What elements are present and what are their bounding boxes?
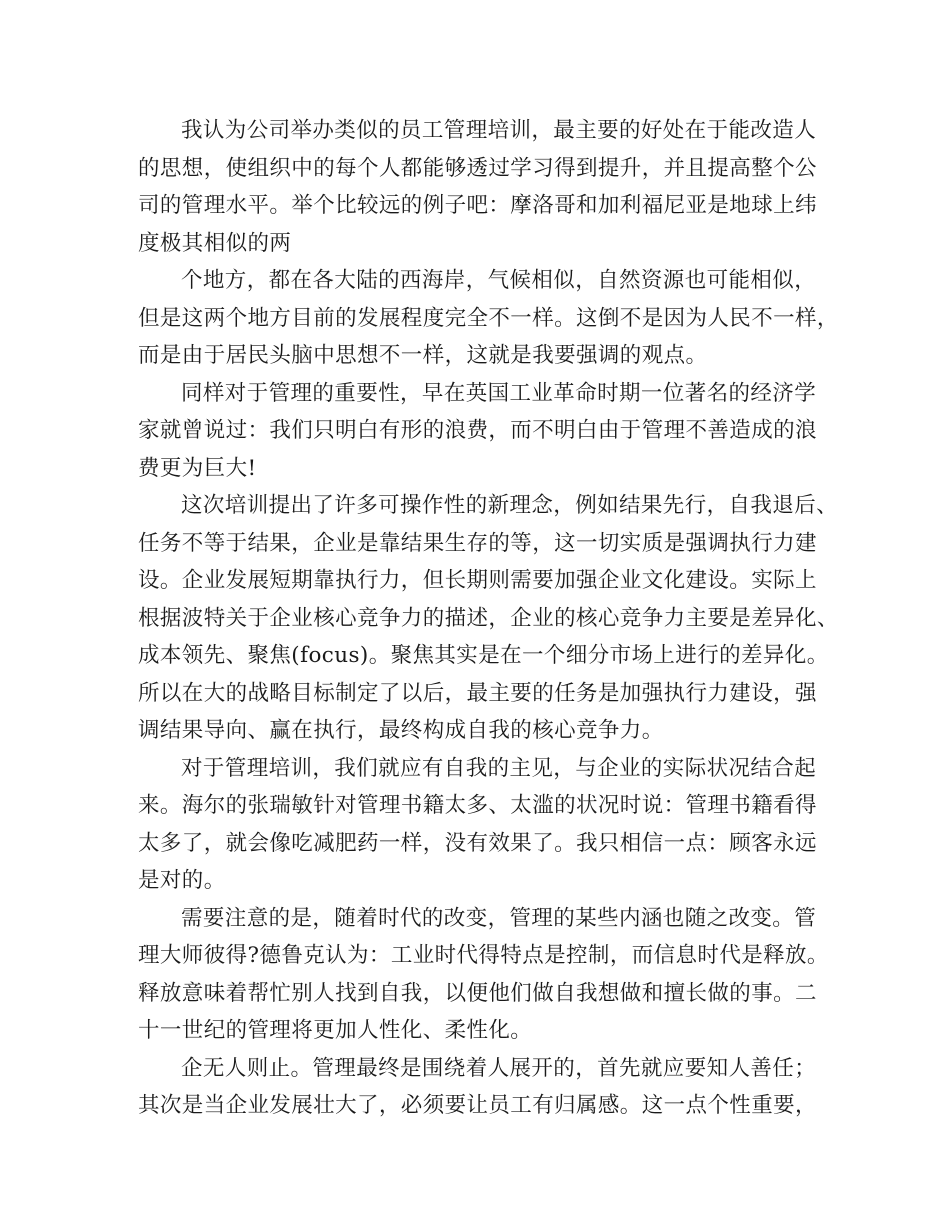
text-line: 而是由于居民头脑中思想不一样，这就是我要强调的观点。 xyxy=(138,343,708,368)
text-line: 来。海尔的张瑞敏针对管理书籍太多、太滥的状况时说：管理书籍看得 xyxy=(138,793,817,818)
document-body xyxy=(138,112,839,1125)
text-line: 费更为巨大! xyxy=(138,455,257,481)
text-line: 太多了，就会像吃减肥药一样，没有效果了。我只相信一点：顾客永远 xyxy=(138,830,817,856)
text-line: 度极其相似的两 xyxy=(138,230,292,256)
text-line: 根据波特关于企业核心竞争力的描述，企业的核心竞争力主要是差异化、 xyxy=(138,605,839,631)
text-line: 成本领先、聚焦(focus)。聚焦其实是在一个细分市场上进行的差异化。 xyxy=(138,643,829,668)
text-line: 对于管理培训，我们就应有自我的主见，与企业的实际状况结合起 xyxy=(181,755,817,781)
text-line: 是对的。 xyxy=(138,868,226,893)
paragraph xyxy=(138,750,822,900)
text-line: 我认为公司举办类似的员工管理培训，最主要的好处在于能改造人 xyxy=(181,118,817,143)
text-line: 所以在大的战略目标制定了以后，最主要的任务是加强执行力建设，强 xyxy=(138,680,817,706)
text-line: 需要注意的是，随着时代的改变，管理的某些内涵也随之改变。管 xyxy=(181,905,817,931)
text-line: 家就曾说过：我们只明白有形的浪费，而不明白由于管理不善造成的浪 xyxy=(138,418,817,443)
paragraph xyxy=(138,262,839,375)
text-line: 十一世纪的管理将更加人性化、柔性化。 xyxy=(138,1018,533,1043)
text-line: 这次培训提出了许多可操作性的新理念，例如结果先行，自我退后、 xyxy=(181,493,839,518)
text-line: 但是这两个地方目前的发展程度完全不一样。这倒不是因为人民不一样， xyxy=(138,305,839,331)
text-line: 个地方，都在各大陆的西海岸，气候相似，自然资源也可能相似， xyxy=(181,268,817,293)
paragraph xyxy=(138,900,829,1050)
text-line: 司的管理水平。举个比较远的例子吧：摩洛哥和加利福尼亚是地球上纬 xyxy=(138,193,817,218)
paragraph xyxy=(138,487,839,750)
paragraph xyxy=(138,112,822,262)
paragraph xyxy=(138,375,822,488)
text-line: 其次是当企业发展壮大了，必须要让员工有归属感。这一点个性重要， xyxy=(138,1093,817,1118)
text-line: 同样对于管理的重要性，早在英国工业革命时期一位著名的经济学 xyxy=(181,380,817,406)
text-line: 任务不等于结果，企业是靠结果生存的等，这一切实质是强调执行力建 xyxy=(138,530,817,556)
text-line: 调结果导向、赢在执行，最终构成自我的核心竞争力。 xyxy=(138,718,664,743)
text-line: 释放意味着帮忙别人找到自我，以便他们做自我想做和擅长做的事。二 xyxy=(138,980,817,1006)
text-line: 企无人则止。管理最终是围绕着人展开的，首先就应要知人善任； xyxy=(181,1055,817,1081)
text-line: 理大师彼得?德鲁克认为：工业时代得特点是控制，而信息时代是释放。 xyxy=(138,943,829,968)
paragraph xyxy=(138,1050,822,1125)
text-line: 的思想，使组织中的每个人都能够透过学习得到提升，并且提高整个公 xyxy=(138,155,817,181)
text-line: 设。企业发展短期靠执行力，但长期则需要加强企业文化建设。实际上 xyxy=(138,568,817,593)
